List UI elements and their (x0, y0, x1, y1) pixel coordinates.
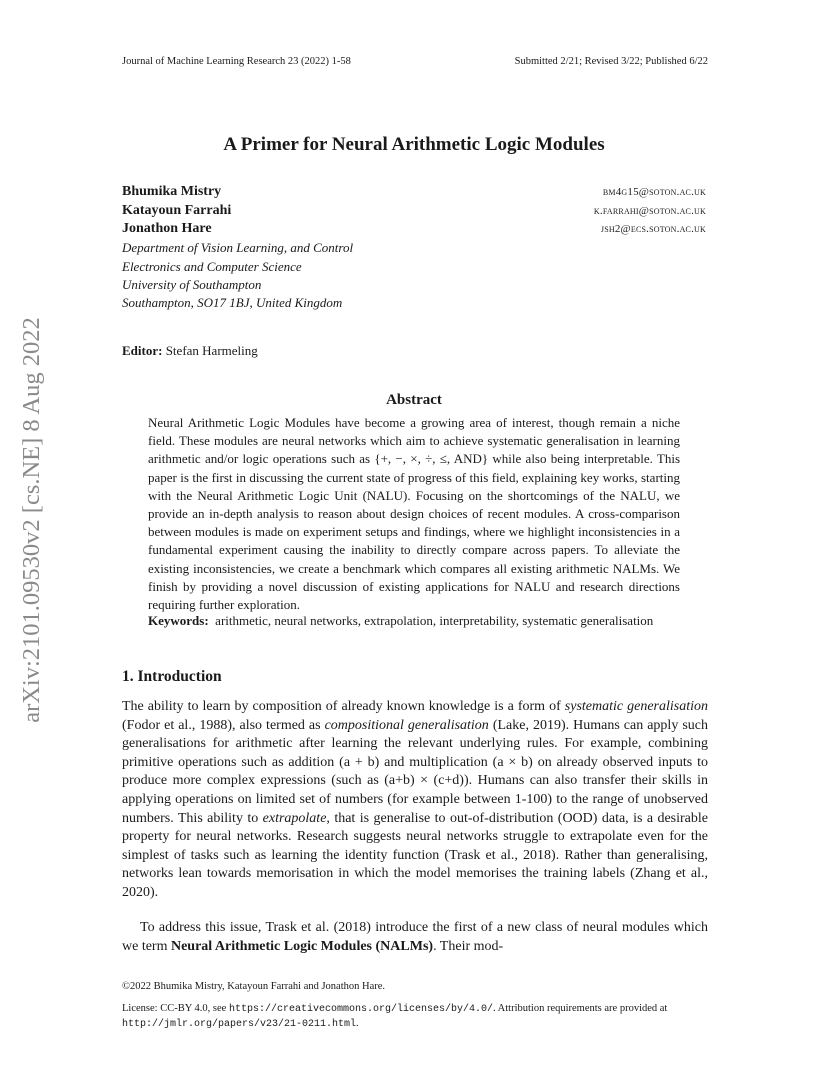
arxiv-side-label (14, 290, 54, 750)
license-link[interactable]: https://creativecommons.org/licenses/by/4.0/ (228, 1004, 493, 1015)
section-heading: 1. Introduction (122, 668, 222, 685)
affiliation-line: University of Southampton (122, 277, 262, 292)
author-name: Jonathon Hare (122, 221, 212, 236)
license-line: License: CC-BY 4.0, see https://creativecommons.org/licenses/by/4.0/. Attribution requirements are provided at http://jmlr.org/papers/v23/21-0211.html. (122, 1003, 668, 1030)
paper-title: A Primer for Neural Arithmetic Logic Modules (223, 134, 605, 155)
keywords-text: arithmetic, neural networks, extrapolation, interpretability, systematic generalisation (215, 613, 654, 628)
keywords-label: Keywords: (148, 613, 209, 628)
author-email[interactable]: k.farrahi@soton.ac.uk (593, 205, 706, 217)
journal-header: Journal of Machine Learning Research 23 (2022) 1-58 (122, 56, 351, 67)
copyright-line: ©2022 Bhumika Mistry, Katayoun Farrahi and Jonathon Hare. (122, 981, 386, 992)
editor-label: Editor: (122, 343, 163, 358)
author-email[interactable]: jsh2@ecs.soton.ac.uk (600, 223, 706, 235)
intro-paragraph-2: To address this issue, Trask et al. (2018) introduce the first of a new class of neural modules which we term Neural Arithmetic Logic Modules (NALMs). Their mod- (122, 920, 708, 954)
arxiv-side-text: arXiv:2101.09530v2 [cs.NE] 8 Aug 2022 (18, 317, 45, 723)
intro-paragraph-1: The ability to learn by composition of already known knowledge is a form of systematic generalisation (Fodor et al., 1988), also termed as compositional generalisation (Lake, 2019). Humans can apply such generalisations for arithmetic after learning the relevant underlying rules. For example, combining primitive operations such as addition (a + b) and multiplication (a × b) on already observed inputs to produce more complex expressions (such as (a+b) × (c+d)). Humans can also transfer their skills in applying operations on limited set of numbers (for example between 1-100) to the range of unobserved numbers. This ability to extrapolate, that is generalise to out-of-distribution (OOD) data, is a desirable property for neural networks. Research suggests neural networks struggle to extrapolate even for the simplest of tasks such as learning the identity function (Trask et al., 2018). Rather than generalising, networks lean towards memorisation in which the model memorises the training labels (Zhang et al., 2020). (122, 699, 709, 900)
editor-line (122, 343, 258, 359)
editor-name: Stefan Harmeling (165, 343, 258, 358)
submission-dates: Submitted 2/21; Revised 3/22; Published 6/22 (514, 56, 708, 67)
affiliation-line: Electronics and Computer Science (122, 259, 302, 274)
abstract-heading: Abstract (386, 392, 442, 408)
affiliation-line: Southampton, SO17 1BJ, United Kingdom (122, 295, 343, 310)
author-name: Katayoun Farrahi (122, 203, 232, 218)
author-name: Bhumika Mistry (122, 184, 222, 199)
attribution-link[interactable]: http://jmlr.org/papers/v23/21-0211.html (122, 1019, 357, 1030)
abstract-text: Neural Arithmetic Logic Modules have become a growing area of interest, though remain a niche field. These modules are neural networks which aim to achieve systematic generalisation in learning arithmetic and/or logic operations such as {+, −, ×, ÷, ≤, AND} while also being interpretable. This paper is the first in discussing the current state of progress of this field, explaining key works, starting with the Neural Arithmetic Logic Unit (NALU). Focusing on the shortcomings of the NALU, we provide an in-depth analysis to reason about design choices of recent modules. A cross-comparison between modules is made on experiment setups and findings, where we highlight inconsistencies in a fundamental experiment causing the inability to directly compare across papers. To alleviate the existing inconsistencies, we create a benchmark which compares all existing arithmetic NALMs. We finish by providing a novel discussion of existing applications for NALU and research directions requiring further exploration. (148, 415, 680, 613)
affiliation-line: Department of Vision Learning, and Control (122, 240, 354, 255)
keywords (148, 612, 680, 630)
author-email[interactable]: bm4g15@soton.ac.uk (602, 186, 706, 198)
